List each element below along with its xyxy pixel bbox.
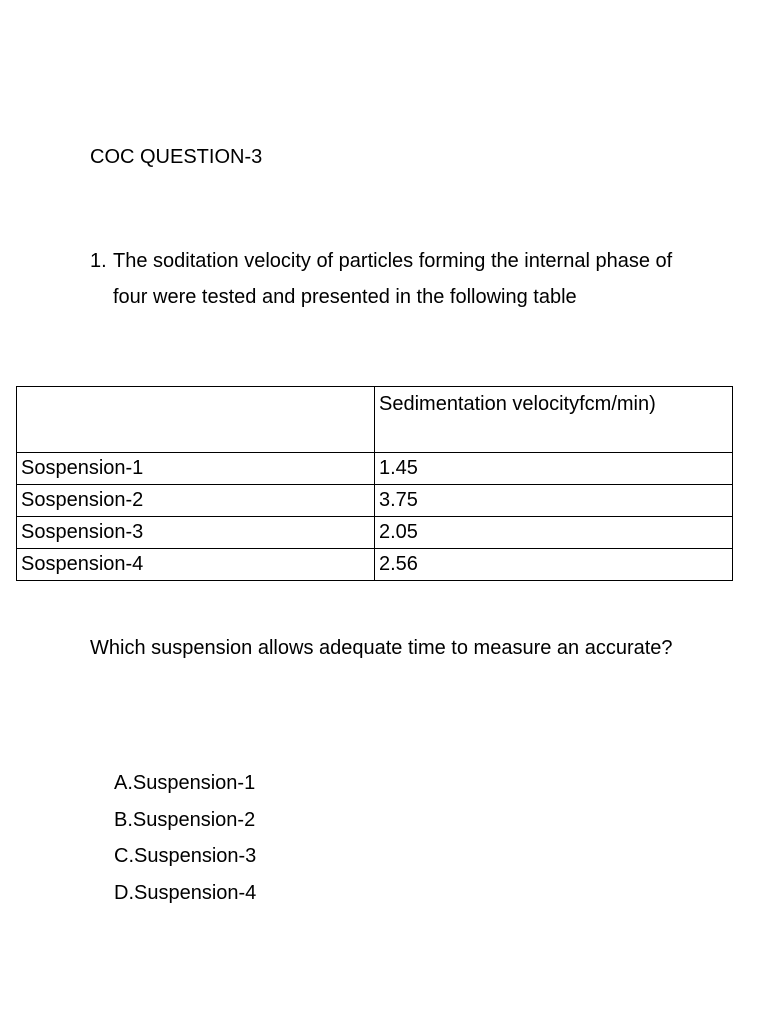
table-cell-velocity: 2.56: [375, 549, 733, 581]
question-block: [90, 243, 710, 315]
option-text: Suspension-1: [132, 772, 256, 794]
table-cell-suspension: Sospension-4: [17, 549, 375, 581]
table-row: [17, 485, 733, 517]
question-prompt: Which suspension allows adequate time to measure an accurate?: [90, 637, 673, 659]
table-header-cell: Sedimentation velocityfcm/min): [375, 387, 733, 453]
option-a: [114, 765, 256, 802]
option-letter: B.: [114, 808, 133, 831]
option-d: [114, 875, 256, 912]
option-b: [114, 802, 256, 839]
page-heading: COC QUESTION-3: [90, 146, 263, 168]
option-text: Suspension-2: [132, 808, 256, 831]
table-cell-suspension: Sospension-1: [17, 453, 375, 485]
table-header-cell: [17, 387, 375, 453]
option-letter: C.: [114, 845, 134, 867]
option-letter: D.: [114, 881, 134, 904]
option-letter: A.: [114, 772, 133, 794]
sedimentation-table: [16, 386, 733, 581]
table-cell-suspension: Sospension-3: [17, 517, 375, 549]
question-number: 1.: [90, 250, 107, 272]
table-row: [17, 549, 733, 581]
table-cell-velocity: 3.75: [375, 485, 733, 517]
answer-options: [114, 765, 256, 911]
option-text: Suspension-4: [134, 881, 257, 904]
table-cell-velocity: 2.05: [375, 517, 733, 549]
table-header-row: [17, 387, 733, 453]
question-text: The soditation velocity of particles forming the internal phase of four were tested and presented in the following table: [113, 250, 673, 308]
table-row: [17, 517, 733, 549]
table-cell-suspension: Sospension-2: [17, 485, 375, 517]
option-c: [114, 838, 256, 875]
table-row: [17, 453, 733, 485]
option-text: Suspension-3: [134, 845, 257, 867]
table-cell-velocity: 1.45: [375, 453, 733, 485]
